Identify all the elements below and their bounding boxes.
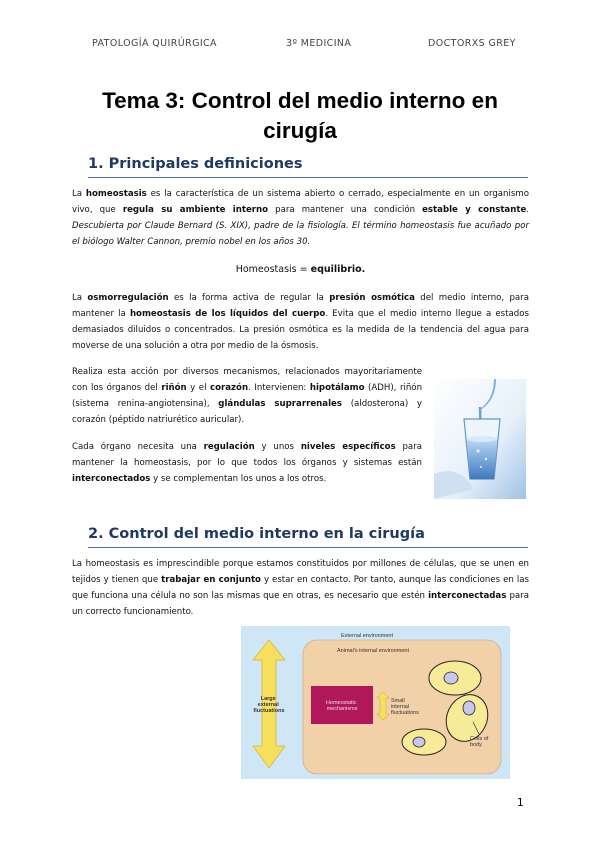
small-fluctuations-label: Small internal fluctuations: [391, 698, 419, 716]
section-2-heading: 2. Control del medio interno en la cirugía: [88, 526, 425, 542]
section-2-rule: [88, 547, 528, 548]
page-number: 1: [517, 797, 524, 809]
paragraph-osmorregulacion: La osmorregulación es la forma activa de regular la presión osmótica del medio interno, para mantener la homeostasis de los líquidos del cuerpo. Evita que el medio interno llegue a estados demasiados diluidos o concentrados. La presión osmótica es la medida de la tendencia del agua para moverse de una solución a otra por medio de la ósmosis.: [72, 293, 529, 351]
header-author: DOCTORXS GREY: [428, 38, 516, 49]
paragraph-mecanismos: Realiza esta acción por diversos mecanismos, relacionados mayoritariamente con los órganos del riñón y el corazón. Intervienen: hipotálamo (ADH), riñón (sistema renina-angiotensina), glándulas suprarrenales (aldosterona) y corazón (péptido natriurético auricular).: [72, 367, 423, 425]
water-glass-photo: [434, 379, 526, 499]
paragraph-celulas: La homeostasis es imprescindible porque estamos constituidos por millones de células, que se unen en tejidos y tienen que trabajar en conjunto y estar en contacto. Por tanto, aunque las condiciones en las que funciona una célula no son las mismas que en otras, es necesario que estén interconectadas para un correcto funcionamiento.: [72, 559, 529, 617]
section-1-heading: 1. Principales definiciones: [88, 156, 303, 172]
title-line-2: cirugía: [263, 118, 337, 143]
homeostasis-diagram: [241, 626, 510, 779]
external-environment-label: External environment: [341, 633, 393, 639]
paragraph-homeostasis: La homeostasis es la característica de un sistema abierto o cerrado, especialmente en un organismo vivo, que regula su ambiente interno para mantener una condición estable y constante. Descubierta por Claude Bernard (S. XIX), padre de la fisiología. El término homeostasis fue acuñado por el biólogo Walter Cannon, premio nobel en los años 30.: [72, 189, 530, 247]
paragraph-regulacion: Cada órgano necesita una regulación y unos niveles específicos para mantener la homeostasis, por lo que todos los órganos y sistemas están interconectados y se complementan los unos a los otros.: [72, 442, 422, 484]
section-1-rule: [88, 177, 528, 178]
homeostatic-mechanisms-label: Homeostatic mechanisms: [325, 700, 358, 712]
homeostasis-formula: Homeostasis = equilibrio.: [235, 264, 366, 275]
large-fluctuations-label: Large external fluctuations: [253, 696, 285, 714]
cells-of-body-label: Cells of body: [470, 736, 489, 748]
header-course: PATOLOGÍA QUIRÚRGICA: [92, 38, 217, 49]
page-title: [60, 86, 540, 146]
internal-environment-label: Animal's internal environment: [337, 648, 409, 654]
title-line-1: Tema 3: Control del medio interno en: [102, 88, 498, 113]
header-year: 3º MEDICINA: [286, 38, 352, 49]
